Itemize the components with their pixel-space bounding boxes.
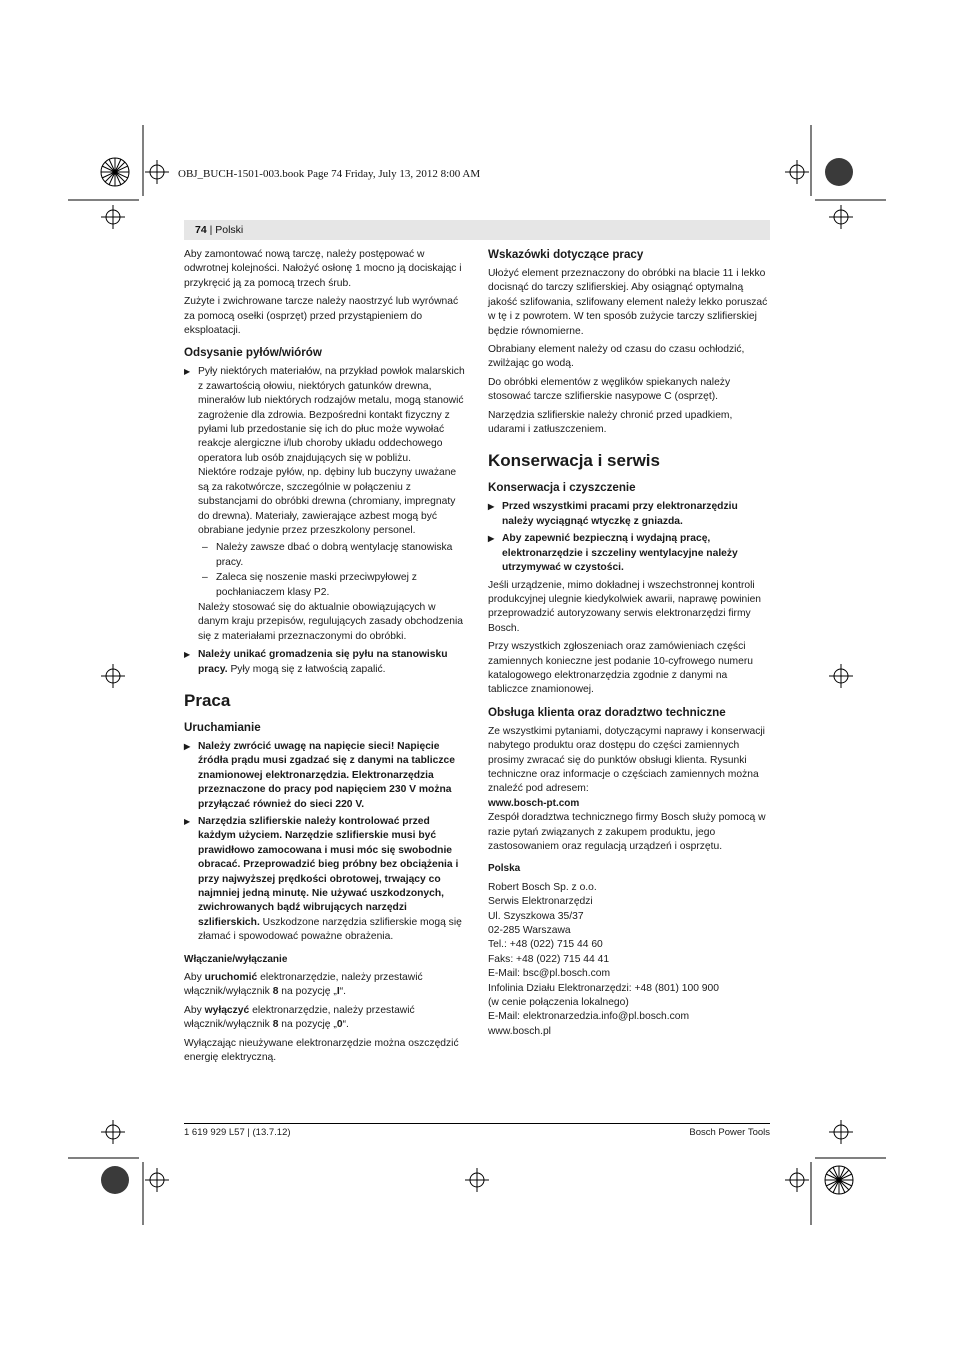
address-line: Ul. Szyszkowa 35/37 <box>488 910 584 922</box>
page-number: 74 <box>195 224 207 236</box>
subheading-start: Uruchamianie <box>184 720 261 734</box>
subheading-clean: Konserwacja i czyszczenie <box>488 481 636 495</box>
subheading-customer: Obsługa klienta oraz doradztwo techniczne <box>488 705 726 719</box>
bullet-text: ▶ Pyły niektórych materiałów, na przykład powłok malarskich z zawartością ołowiu, niektórych gatunków drewna, minerałów lub niektórych rodzajów metalu, mogą stanowić zagrożenie dla zdrowia. Bezpośredni kontakt fizyczny z pyłami lub przedostanie się ich do płuc może wywołać reakcje alergiczne i/lub choroby układu oddechowego operatora lub osób znajdujących się w pobliżu. <box>198 366 465 464</box>
bullet-item <box>184 648 466 677</box>
address-line: Robert Bosch Sp. z o.o. <box>488 881 597 893</box>
paragraph: Narzędzia szlifierskie należy chronić przed upadkiem, udarami i zatłuszczeniem. <box>488 409 733 436</box>
footer-rule <box>184 1123 770 1124</box>
section-heading-dust: Odsysanie pyłów/wiórów <box>184 346 322 360</box>
paragraph: Ze wszystkimi pytaniami, dotyczącymi naprawy i konserwacji nabytego produktu oraz dostępu do części zamiennych prosimy zwracać się do punktów obsługi klienta. Rysunki techniczne oraz informacje o częściach zamiennych można znaleźć pod adresem: <box>488 725 765 795</box>
bullet-item: ▶ Aby zapewnić bezpieczną i wydajną pracę, elektronarzędzie i szczeliny wentylacyjne należy utrzymywać w czystości. <box>488 532 770 575</box>
book-file-info: OBJ_BUCH-1501-003.book Page 74 Friday, July 13, 2012 8:00 AM <box>178 168 481 180</box>
address-line: Infolinia Działu Elektronarzędzi: +48 (801) 100 900 <box>488 982 719 994</box>
website-link[interactable]: www.bosch-pt.com <box>488 797 580 809</box>
bullet-rest: Uszkodzone narzędzia szlifierskie mogą się złamać i spowodować poważne obrażenia. <box>198 916 462 943</box>
header-language: Polski <box>215 224 244 236</box>
bullet-item <box>184 365 466 538</box>
right-column <box>488 248 770 1039</box>
paragraph: Obrabiany element należy od czasu do czasu ochłodzić, zwilżając go wodą. <box>488 344 745 370</box>
address-line: E-Mail: bsc@pl.bosch.com <box>488 968 611 980</box>
address-line: www.bosch.pl <box>488 1025 551 1037</box>
footer-brand: Bosch Power Tools <box>689 1127 770 1138</box>
paragraph: Aby zamontować nową tarczę, należy postępować w odwrotnej kolejności. Nałożyć osłonę 1 mocno ją dociskając i przykręcić ją za pomocą trzech śrub. <box>184 249 462 289</box>
dash-item: – Należy zawsze dbać o dobrą wentylację stanowiska pracy. <box>184 541 466 570</box>
bullet-text-cont: Niektóre rodzaje pyłów, np. dębiny lub buczyny uważane są za rakotwórcze, szczególnie w połączeniu z substancjami do obróbki drewna (chromiany, impregnaty do drewna). Materiały, zawierające azbest mogą być obrabiane jedynie przez przeszkolony personel. <box>198 467 457 536</box>
address-line: (w cenie połączenia lokalnego) <box>488 997 629 1009</box>
address-line: 02-285 Warszawa <box>488 925 571 937</box>
header-separator: | <box>206 224 216 236</box>
address-line: Faks: +48 (022) 715 44 41 <box>488 953 610 965</box>
dash-item: – Zaleca się noszenie maski przeciwpyłowej z pochłaniaczem klasy P2. <box>184 571 466 600</box>
address-line: Serwis Elektronarzędzi <box>488 896 593 908</box>
paragraph-switch-off: Aby wyłączyć elektronarzędzie, należy przestawić włącznik/wyłącznik 8 na pozycję „0“. <box>184 1004 415 1031</box>
bullet-bold: Należy unikać gromadzenia się pyłu na stanowisku pracy. <box>198 649 448 675</box>
paragraph: Wyłączając nieużywane elektronarzędzie można oszczędzić energię elektryczną. <box>184 1037 459 1064</box>
section-heading-work: Praca <box>184 690 231 710</box>
section-heading-service: Konserwacja i serwis <box>488 451 660 471</box>
page-header <box>195 224 243 236</box>
paragraph: Należy stosować się do aktualnie obowiązujących w danym kraju przepisów, regulujących zasady obchodzenia się z materiałami przeznaczonymi do obróbki. <box>198 601 464 642</box>
paragraph: Do obróbki elementów z węglików spiekanych należy stosować tarcze szlifierskie nasypowe C (osprzęt). <box>488 376 731 403</box>
footer-doc-number: 1 619 929 L57 | (13.7.12) <box>184 1127 291 1138</box>
paragraph: Zespół doradztwa technicznego firmy Bosch służy pomocą w razie pytań związanych z zakupem produktu, jego zastosowaniem oraz regulacją urządzeń i osprzętu. <box>488 812 766 852</box>
subheading-switch: Włączanie/wyłączanie <box>184 953 288 965</box>
left-column <box>184 248 466 1070</box>
address-line: Tel.: +48 (022) 715 44 60 <box>488 939 603 951</box>
paragraph: Ułożyć element przeznaczony do obróbki na blacie 11 i lekko docisnąć do tarczy szlifierskiej. Aby osiągnąć optymalną jakość szlifowania, szlifowany element należy lekko poruszać w tę i z powrotem. W ten sposób zużycie tarczy szlifierskiej będzie równomierne. <box>488 268 768 337</box>
page-header-bar <box>184 220 770 240</box>
paragraph: Przy wszystkich zgłoszeniach oraz zamówieniach części zamiennych konieczne jest podanie 10-cyfrowego numeru katalogowego elektronarzędzia zgodnie z danymi na tabliczce znamionowej. <box>488 641 754 696</box>
bullet-bold: Narzędzia szlifierskie należy kontrolować przed każdym użyciem. Narzędzie szlifierskie musi być prawidłowo zamocowana i musi móc się swobodnie obracać. Przeprowadzić bieg próbny bez obciążenia i przy najwyższej prędkości obrotowej, trwający co najmniej jedną minutę. Nie używać uszkodzonych, zwichrowanych bądź wibrujących narzędzi szlifierskich. <box>198 816 459 928</box>
paragraph: Zużyte i zwichrowane tarcze należy naostrzyć lub wyrównać za pomocą osełki (osprzęt) przed przystąpieniem do eksploatacji. <box>184 296 459 337</box>
bullet-item: ▶ Przed wszystkimi pracami przy elektronarzędziu należy wyciągnąć wtyczkę z gniazda. <box>488 500 770 529</box>
section-heading-tips: Wskazówki dotyczące pracy <box>488 248 644 261</box>
address-line: E-Mail: elektronarzedzia.info@pl.bosch.com <box>488 1011 690 1023</box>
paragraph-switch-on: Aby uruchomić elektronarzędzie, należy przestawić włącznik/wyłącznik 8 na pozycję „I“. <box>184 972 423 998</box>
address-block <box>488 881 770 1039</box>
bullet-item: ▶ Należy zwrócić uwagę na napięcie sieci! Napięcie źródła prądu musi zgadzać się z danymi na tabliczce znamionowej elektronarzędzia. Elektronarzędzia przeznaczone do pracy pod napięciem 230 V można przyłączać również do sieci 220 V. <box>184 740 466 812</box>
bullet-rest: Pyły mogą się z łatwością zapalić. <box>227 663 386 675</box>
country-heading: Polska <box>488 863 521 875</box>
paragraph: Jeśli urządzenie, mimo dokładnej i wszechstronnej kontroli produkcyjnej ulegnie kiedykolwiek awarii, naprawę powinien przeprowadzić autoryzowany serwis elektronarzędzi firmy Bosch. <box>488 579 762 634</box>
bullet-item <box>184 815 466 945</box>
